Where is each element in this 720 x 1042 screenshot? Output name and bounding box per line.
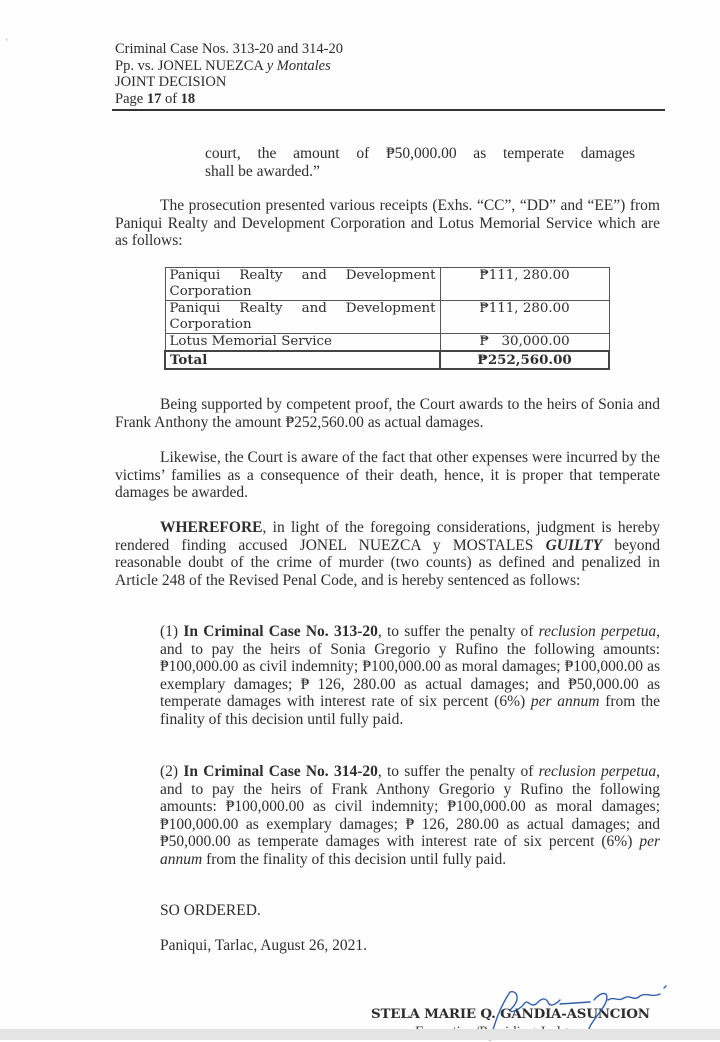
so-ordered: SO ORDERED. — [160, 902, 261, 919]
case-parties-text: Pp. vs. JONEL NUEZCA — [115, 57, 267, 74]
penalty: reclusion perpetua — [538, 623, 657, 640]
header-rule — [112, 109, 665, 111]
page-label: Page — [115, 90, 147, 107]
page-number — [115, 91, 660, 108]
document-type: JOINT DECISION — [115, 74, 227, 90]
table-row — [165, 334, 609, 352]
quote-line-2: shall be awarded.” — [205, 162, 320, 180]
per-annum: per annum — [160, 833, 660, 868]
payee-cell: Paniqui Realty and Development Corporation — [165, 301, 440, 334]
page-total: 18 — [180, 90, 196, 107]
item-text: from the finality of this decision until fully paid. — [202, 850, 507, 868]
amount-cell: ₱111, 280.00 — [440, 268, 609, 301]
quote-line-1: court, the amount of ₱50,000.00 as temperate damages — [205, 145, 635, 162]
paragraph-receipts: The prosecution presented various receipts (Exhs. “CC”, “DD” and “EE”) from Paniqui Realty and Development Corporation and Lotus Memorial Service which are as follows: — [115, 197, 660, 250]
case-reference: In Criminal Case No. 314-20 — [183, 763, 378, 780]
page-of: of — [161, 90, 181, 107]
item-text: , to suffer the penalty of — [377, 763, 539, 780]
paragraph-wherefore — [115, 519, 660, 589]
table-total-row — [165, 351, 609, 369]
viewer-bottom-bar — [0, 1029, 720, 1040]
per-annum: per annum — [530, 693, 600, 711]
item-number: (1) — [160, 623, 184, 640]
item-text: , to suffer the penalty of — [377, 623, 539, 640]
total-label: Total — [165, 351, 440, 369]
total-amount: ₱252,560.00 — [440, 351, 609, 369]
item-number: (2) — [160, 763, 184, 780]
page-header — [115, 41, 660, 107]
amount-cell: ₱ 30,000.00 — [440, 334, 609, 352]
item-text: , and to pay the heirs of Sonia Gregorio y Rufino the following amounts: ₱100,000.00 as civil indemnity; ₱100,000.00 as moral damages; ₱100,000.00 as exemplary damages; ₱ 126, 280.00 as actual damages; and ₱50,000.00 as temperate damages with interest rate of six percent (6%) — [160, 623, 660, 711]
case-reference: In Criminal Case No. 313-20 — [183, 623, 378, 640]
table-row — [165, 268, 609, 301]
table-row — [165, 301, 609, 334]
wherefore-lead: WHEREFORE — [160, 519, 263, 536]
scan-speck — [5, 38, 8, 41]
verdict: GUILTY — [545, 536, 603, 554]
sentence-item-2 — [160, 763, 660, 869]
page-current: 17 — [146, 90, 162, 107]
wherefore-text-1: , in light of the foregoing considerations, judgment is hereby rendered finding accused JONEL NUEZCA y MOSTALES — [115, 519, 660, 554]
amount-cell: ₱111, 280.00 — [440, 301, 609, 334]
paragraph-actual-damages: Being supported by competent proof, the Court awards to the heirs of Sonia and Frank Anthony the amount ₱252,560.00 as actual damages. — [115, 396, 660, 431]
case-parties-italic: y Montales — [266, 57, 331, 74]
case-parties — [115, 58, 660, 75]
wherefore-text-2: beyond reasonable doubt of the crime of murder (two counts) as defined and penalized in Article 248 of the Revised Penal Code, and is hereby sentenced as follows: — [115, 536, 660, 589]
case-numbers: Criminal Case Nos. 313-20 and 314-20 — [115, 41, 343, 57]
paragraph-temperate-damages: Likewise, the Court is aware of the fact that other expenses were incurred by the victims’ families as a consequence of their death, hence, it is proper that temperate damages be awarded. — [115, 449, 660, 502]
payee-cell: Paniqui Realty and Development Corporation — [165, 268, 440, 301]
receipts-table — [164, 267, 610, 370]
sentence-item-1 — [160, 623, 660, 729]
penalty: reclusion perpetua — [538, 763, 657, 780]
item-text: from the finality of this decision until fully paid. — [160, 693, 660, 728]
signatory-name: STELA MARIE Q. GANDIA-ASUNCION — [371, 1006, 650, 1022]
quoted-passage — [205, 145, 635, 180]
place-and-date: Paniqui, Tarlac, August 26, 2021. — [160, 937, 368, 954]
item-text: , and to pay the heirs of Frank Anthony Gregorio y Rufino the following amounts: ₱100,000.00 as civil indemnity; ₱100,000.00 as moral damages; ₱100,000.00 as exemplary damages; ₱ 126, 280.00 as actual damages; and ₱50,000.00 as temperate damages with interest rate of six percent (6%) — [160, 763, 660, 851]
payee-cell: Lotus Memorial Service — [165, 334, 440, 352]
